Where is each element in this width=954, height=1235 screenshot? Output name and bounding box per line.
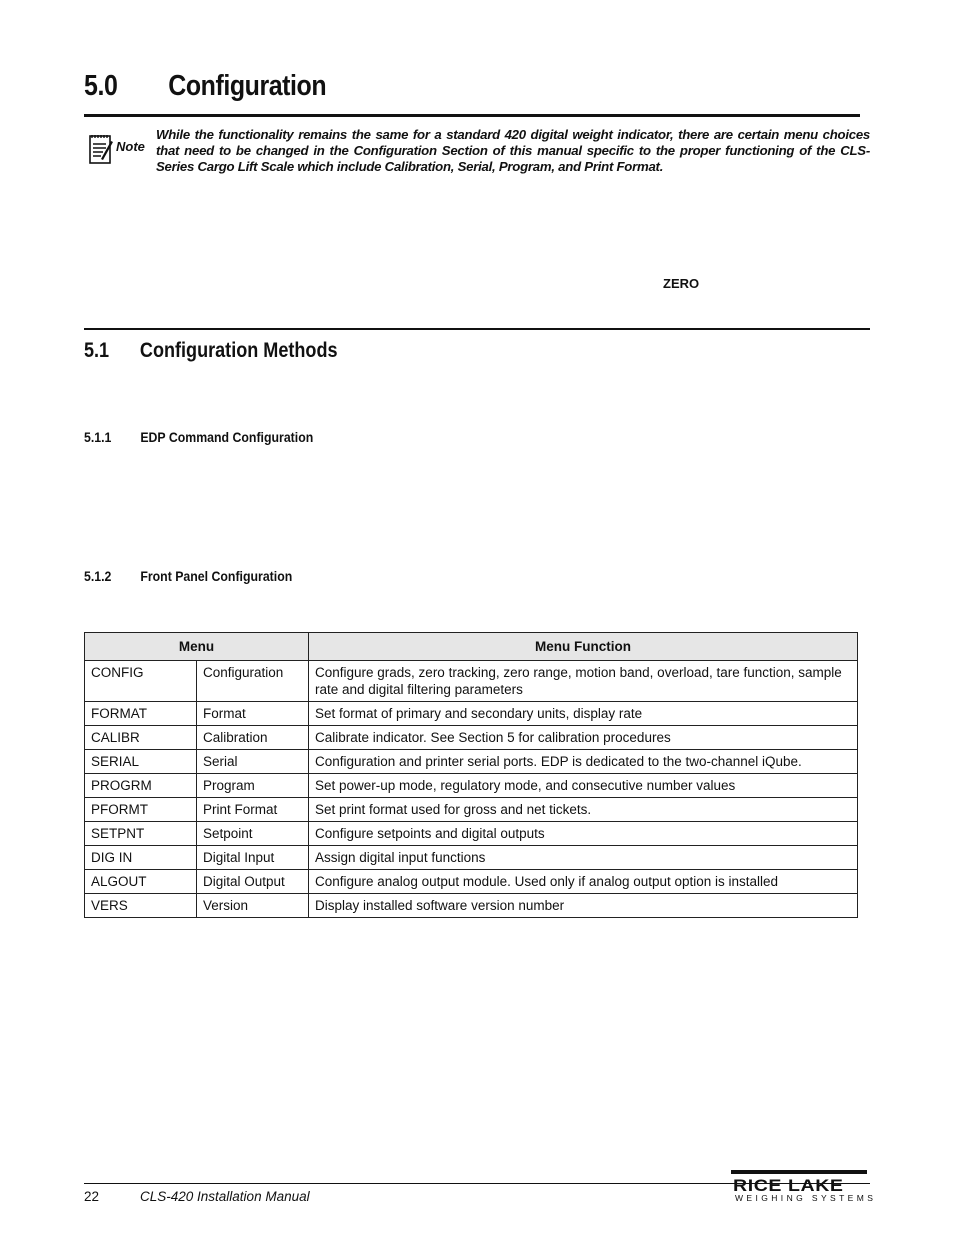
menu-name-cell: Configuration <box>197 661 309 702</box>
chapter-number: 5.0 <box>84 70 118 102</box>
manual-title: CLS-420 Installation Manual <box>140 1189 310 1204</box>
menu-name-cell: Digital Input <box>197 846 309 870</box>
table-row <box>85 798 858 822</box>
menu-table <box>84 632 858 918</box>
menu-name-cell: Program <box>197 774 309 798</box>
subsection-number: 5.1.1 <box>84 429 112 445</box>
menu-name-cell: Digital Output <box>197 870 309 894</box>
menu-code-cell: CALIBR <box>85 726 197 750</box>
table-row <box>85 870 858 894</box>
subsection-heading-edp <box>84 429 313 445</box>
menu-code-cell: FORMAT <box>85 702 197 726</box>
menu-code-cell: PFORMT <box>85 798 197 822</box>
table-row <box>85 774 858 798</box>
chapter-title: Configuration <box>168 70 327 102</box>
menu-function-cell: Configure grads, zero tracking, zero range, motion band, overload, tare function, sample rate and digital filtering parameters <box>309 661 858 702</box>
page-number: 22 <box>84 1189 100 1204</box>
note-label: Note <box>116 139 145 154</box>
menu-name-cell: Version <box>197 894 309 918</box>
menu-name-cell: Format <box>197 702 309 726</box>
menu-name-cell: Calibration <box>197 726 309 750</box>
menu-function-cell: Configure analog output module. Used only if analog output option is installed <box>309 870 858 894</box>
menu-function-cell: Set print format used for gross and net tickets. <box>309 798 858 822</box>
menu-function-cell: Set format of primary and secondary units, display rate <box>309 702 858 726</box>
table-row <box>85 822 858 846</box>
chapter-heading <box>84 70 326 103</box>
rice-lake-logo: RICE LAKE <box>733 1176 844 1195</box>
table-header-row <box>85 633 858 661</box>
section-number: 5.1 <box>84 339 110 362</box>
menu-code-cell: CONFIG <box>85 661 197 702</box>
menu-name-cell: Serial <box>197 750 309 774</box>
table-row <box>85 661 858 702</box>
subsection-title: Front Panel Configuration <box>140 568 293 584</box>
logo-bar <box>731 1170 867 1174</box>
menu-function-header: Menu Function <box>309 633 858 661</box>
section-title: Configuration Methods <box>139 339 338 362</box>
chapter-divider <box>84 114 860 117</box>
menu-name-cell: Setpoint <box>197 822 309 846</box>
section-divider <box>84 328 870 330</box>
zero-key-label: ZERO <box>663 276 700 291</box>
menu-function-cell: Configure setpoints and digital outputs <box>309 822 858 846</box>
section-heading <box>84 339 338 363</box>
menu-function-cell: Set power-up mode, regulatory mode, and consecutive number values <box>309 774 858 798</box>
table-body <box>85 661 858 918</box>
subsection-number: 5.1.2 <box>84 568 112 584</box>
menu-code-cell: ALGOUT <box>85 870 197 894</box>
menu-code-cell: DIG IN <box>85 846 197 870</box>
table-row <box>85 702 858 726</box>
menu-function-cell: Configuration and printer serial ports. EDP is dedicated to the two-channel iQube. <box>309 750 858 774</box>
note-text: While the functionality remains the same for a standard 420 digital weight indicator, there are certain menu choices that need to be changed in the Configuration Section of this manual specific to the proper functioning of the CLS-Series Cargo Lift Scale which include Calibration, Serial, Program, and Print Format. <box>156 127 870 174</box>
menu-function-cell: Display installed software version number <box>309 894 858 918</box>
menu-function-cell: Calibrate indicator. See Section 5 for calibration procedures <box>309 726 858 750</box>
menu-code-cell: PROGRM <box>85 774 197 798</box>
note-pad-icon <box>88 132 114 166</box>
menu-code-cell: SETPNT <box>85 822 197 846</box>
table-row <box>85 726 858 750</box>
table-row <box>85 894 858 918</box>
menu-function-cell: Assign digital input functions <box>309 846 858 870</box>
menu-code-cell: SERIAL <box>85 750 197 774</box>
subsection-heading-front-panel <box>84 568 292 584</box>
subsection-title: EDP Command Configuration <box>140 429 314 445</box>
menu-code-cell: VERS <box>85 894 197 918</box>
menu-header: Menu <box>85 633 309 661</box>
table-row <box>85 846 858 870</box>
menu-name-cell: Print Format <box>197 798 309 822</box>
table-row <box>85 750 858 774</box>
logo-tagline: WEIGHING SYSTEMS <box>735 1193 877 1203</box>
